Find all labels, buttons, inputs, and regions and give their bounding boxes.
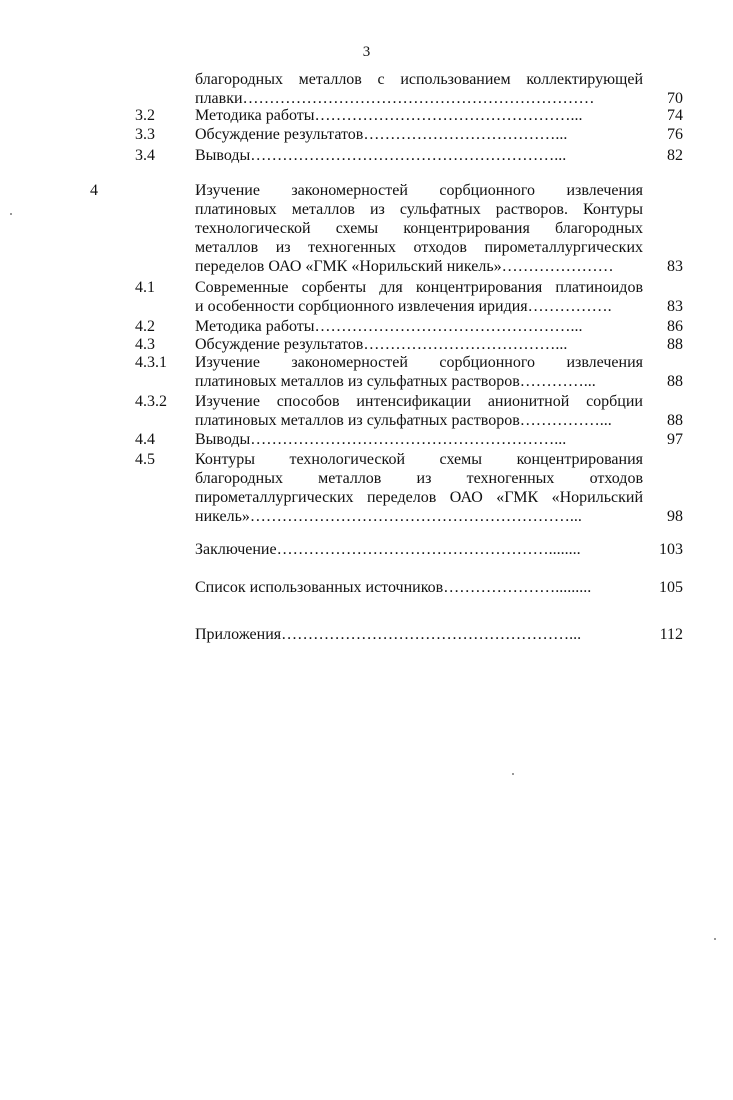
toc-title-line: и особенности сорбционного извлечения иридия……………. [195, 298, 612, 315]
toc-title-line: Изучение способов интенсификации анионитной сорбции [195, 393, 643, 410]
toc-section-number: 4.3.2 [135, 393, 167, 410]
page-number: 3 [362, 44, 371, 60]
toc-section-number: 4.1 [135, 279, 155, 296]
toc-section-title [195, 625, 643, 644]
toc-page-number: 103 [659, 541, 683, 558]
toc-section-number: 4.4 [135, 431, 155, 448]
toc-section-number: 4 [90, 182, 98, 199]
toc-section-number: 4.3 [135, 336, 155, 353]
toc-title-line: металлов из техногенных отходов пирометаллургических [195, 239, 643, 256]
toc-title-line: технологической схемы концентрирования благородных [195, 220, 643, 237]
scan-speck [512, 773, 514, 775]
scan-speck [714, 938, 716, 940]
toc-title-line: Изучение закономерностей сорбционного извлечения [195, 354, 643, 371]
toc-page-number: 83 [667, 258, 683, 275]
toc-page-number: 97 [667, 431, 683, 448]
toc-page-number: 76 [667, 126, 683, 143]
toc-page-number: 86 [667, 318, 683, 335]
toc-section-title [195, 278, 643, 316]
toc-page-number: 70 [667, 90, 683, 107]
toc-page-number: 88 [667, 412, 683, 429]
toc-title-line: Выводы…………………………………………………... [195, 147, 567, 164]
toc-page-number: 74 [667, 107, 683, 124]
toc-title-line: никель»……………………………………………………... [195, 508, 582, 525]
toc-page-number: 88 [667, 336, 683, 353]
toc-title-line: плавки………………………………………………………… [195, 90, 595, 107]
toc-title-line: Выводы…………………………………………………... [195, 431, 567, 448]
toc-title-line: Современные сорбенты для концентрирования платиноидов [195, 279, 643, 296]
toc-section-number: 4.2 [135, 318, 155, 335]
toc-page-number: 112 [659, 626, 683, 643]
toc-title-line: пирометаллургических переделов ОАО «ГМК «Норильский [195, 489, 643, 506]
toc-page-number: 98 [667, 508, 683, 525]
toc-section-title [195, 125, 643, 144]
toc-page-number: 83 [667, 298, 683, 315]
toc-section-title [195, 70, 643, 108]
toc-section-number: 3.4 [135, 147, 155, 164]
toc-section-title [195, 317, 643, 336]
toc-section-title [195, 392, 643, 430]
toc-section-number: 4.5 [135, 451, 155, 468]
toc-section-title [195, 335, 643, 354]
scan-speck [10, 213, 12, 215]
toc-page-number: 82 [667, 147, 683, 164]
toc-title-line: Методика работы…………………………………………... [195, 107, 583, 124]
toc-title-line: платиновых металлов из сульфатных растворов. Контуры [195, 201, 643, 218]
toc-title-line: Заключение……………………………………………........ [195, 541, 581, 558]
toc-page-number: 88 [667, 373, 683, 390]
toc-section-title [195, 353, 643, 391]
toc-section-title [195, 578, 643, 597]
toc-section-title [195, 450, 643, 526]
toc-section-title [195, 540, 643, 559]
toc-title-line: Список использованных источников…………………......... [195, 579, 592, 596]
toc-title-line: Методика работы…………………………………………... [195, 318, 583, 335]
toc-section-number: 4.3.1 [135, 354, 167, 371]
toc-title-line: благородных металлов с использованием коллектирующей [195, 71, 643, 88]
toc-title-line: Обсуждение результатов………………………………... [195, 126, 568, 143]
toc-title-line: Изучение закономерностей сорбционного извлечения [195, 182, 643, 199]
toc-page-number: 105 [659, 579, 683, 596]
toc-section-number: 3.3 [135, 126, 155, 143]
toc-title-line: Контуры технологической схемы концентрирования [195, 451, 643, 468]
toc-title-line: Обсуждение результатов………………………………... [195, 336, 568, 353]
toc-section-title [195, 181, 643, 276]
toc-title-line: благородных металлов из техногенных отходов [195, 470, 643, 487]
toc-section-title [195, 430, 643, 449]
toc-title-line: Приложения………………………………………………... [195, 626, 582, 643]
toc-title-line: платиновых металлов из сульфатных растворов……………... [195, 412, 612, 429]
toc-title-line: платиновых металлов из сульфатных растворов…………... [195, 373, 596, 390]
toc-title-line: переделов ОАО «ГМК «Норильский никель»………………… [195, 258, 614, 275]
toc-section-title [195, 146, 643, 165]
toc-section-title [195, 106, 643, 125]
toc-section-number: 3.2 [135, 107, 155, 124]
